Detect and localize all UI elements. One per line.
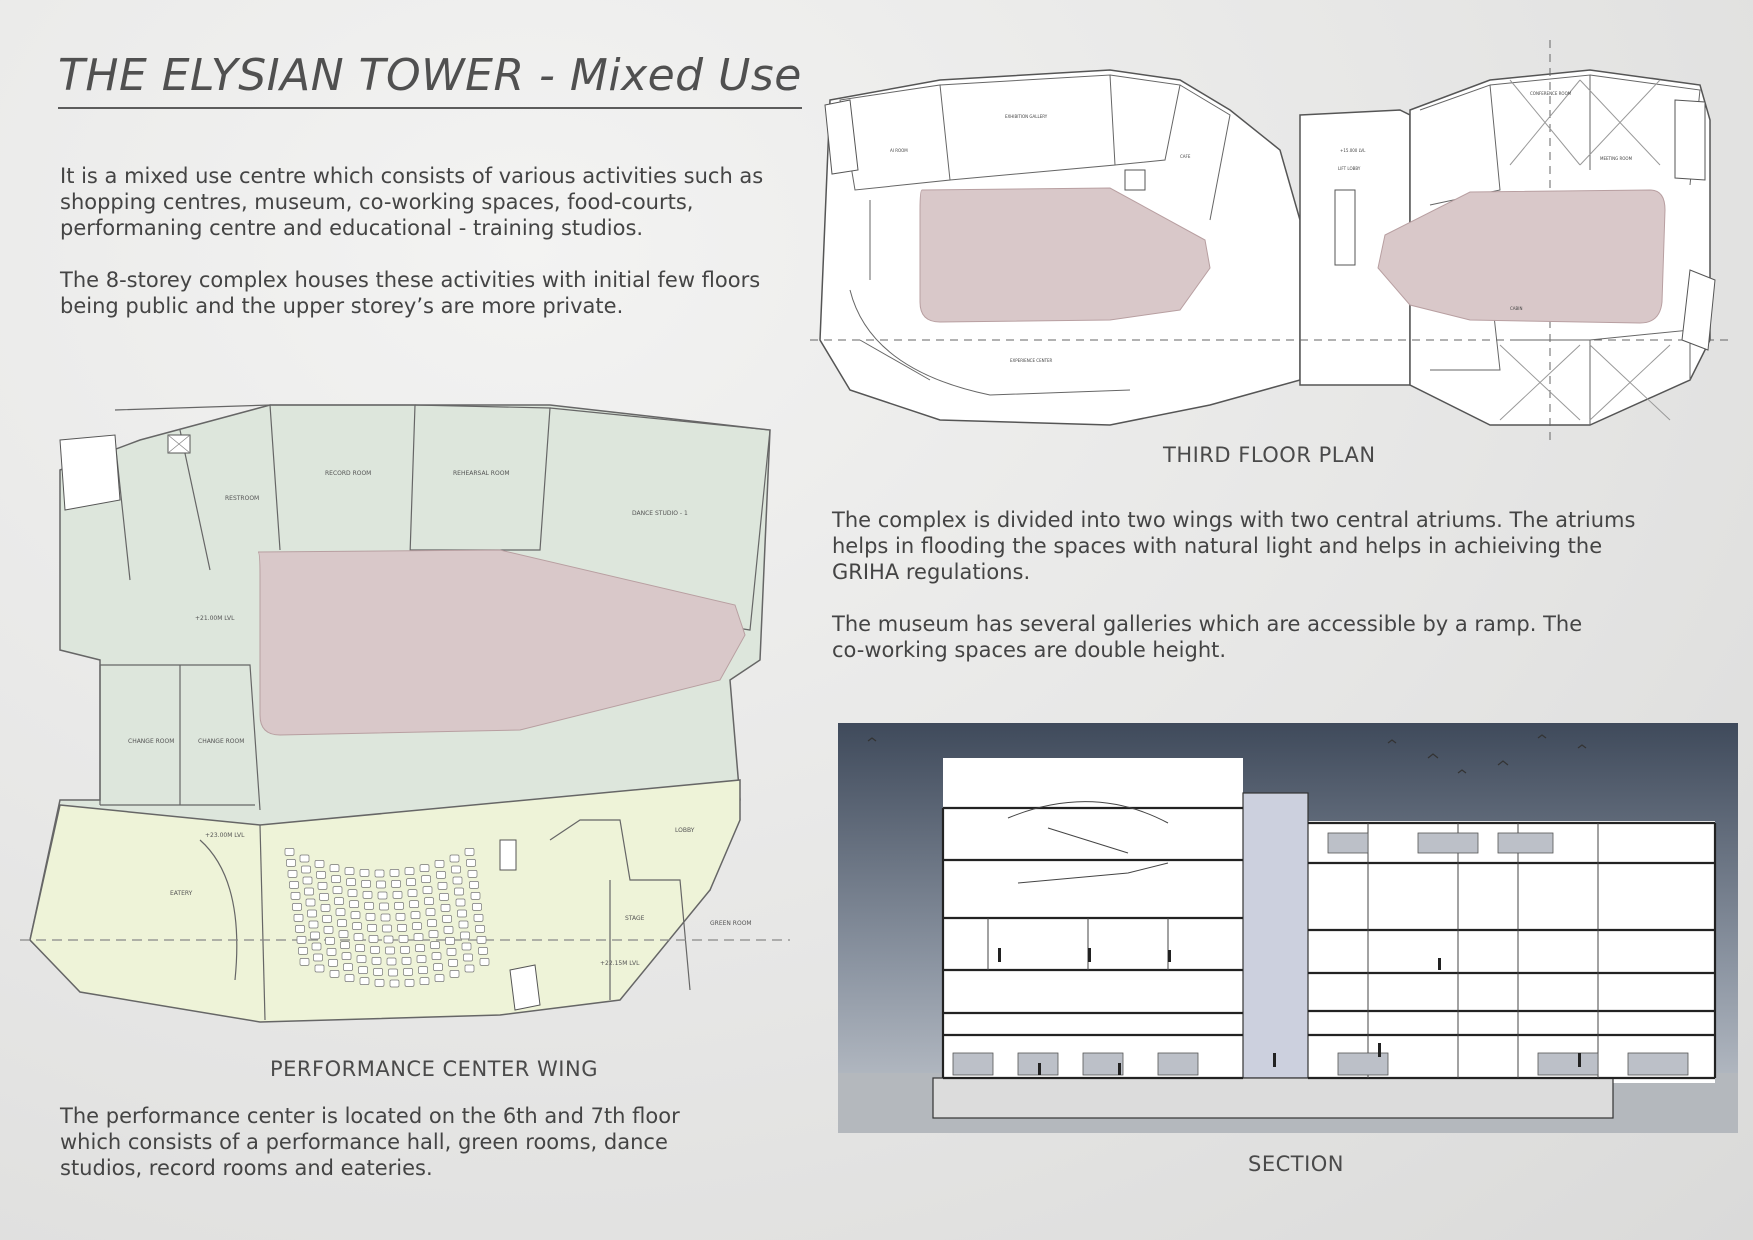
seat: [368, 924, 377, 931]
seat: [428, 920, 437, 927]
seat: [366, 913, 375, 920]
text-line: helps in flooding the spaces with natural light and helps in achieiving the: [832, 534, 1603, 558]
seat: [329, 959, 338, 966]
basement: [933, 1078, 1613, 1118]
seat: [387, 958, 396, 965]
text-line: co-working spaces are double height.: [832, 638, 1227, 662]
text-line: performaning centre and educational - training studios.: [60, 216, 644, 240]
level-label: +15.000 LVL: [1340, 148, 1366, 153]
seat: [330, 970, 339, 977]
seat: [437, 871, 446, 878]
page-title: THE ELYSIAN TOWER - Mixed Use: [58, 50, 802, 109]
seat: [440, 893, 449, 900]
wings-text: [832, 507, 1732, 663]
seat: [383, 925, 392, 932]
seat: [375, 870, 384, 877]
seat: [378, 892, 387, 899]
seat: [435, 860, 444, 867]
performance-caption: PERFORMANCE CENTER WING: [270, 1057, 598, 1081]
seat: [360, 978, 369, 985]
seat: [345, 868, 354, 875]
seat: [305, 888, 314, 895]
seat: [377, 881, 386, 888]
seat: [474, 914, 483, 921]
room-label: EXPERIENCE CENTER: [1010, 358, 1053, 363]
room-label: EXHIBITION GALLERY: [1005, 114, 1048, 119]
performance-text: [60, 1103, 780, 1181]
seat: [288, 870, 297, 877]
seat: [327, 948, 336, 955]
seat: [314, 954, 323, 961]
seat: [320, 893, 329, 900]
seat: [420, 865, 429, 872]
room-label: CHANGE ROOM: [198, 738, 245, 745]
seat: [369, 935, 378, 942]
seat: [384, 936, 393, 943]
seat: [423, 887, 432, 894]
seat: [444, 926, 453, 933]
performance-center-plan: [20, 400, 790, 1040]
seat: [416, 945, 425, 952]
room-label: LIFT LOBBY: [1338, 166, 1361, 171]
room-label: GREEN ROOM: [710, 920, 752, 927]
seat: [414, 934, 423, 941]
seat: [450, 970, 459, 977]
seat: [306, 899, 315, 906]
seat: [296, 925, 305, 932]
seat: [311, 932, 320, 939]
room-label: RESTROOM: [225, 495, 260, 502]
seat: [290, 881, 299, 888]
section-caption: SECTION: [1248, 1152, 1345, 1176]
seat: [339, 931, 348, 938]
seat: [468, 870, 477, 877]
seat: [291, 892, 300, 899]
room-label: CABIN: [1510, 306, 1523, 311]
room-label: STAGE: [625, 915, 645, 922]
seat: [405, 979, 414, 986]
performance-para: [60, 1103, 780, 1181]
third-floor-plan: [810, 40, 1730, 440]
seat: [354, 934, 363, 941]
seat: [332, 876, 341, 883]
seat: [380, 903, 389, 910]
seat: [452, 866, 461, 873]
seat: [476, 925, 485, 932]
seat: [347, 879, 356, 886]
seat: [408, 890, 417, 897]
seat: [464, 954, 473, 961]
text-line: The complex is divided into two wings with two central atriums. The atriums: [832, 508, 1636, 532]
seat: [395, 902, 404, 909]
seat: [425, 898, 434, 905]
seat: [443, 915, 452, 922]
seat: [402, 957, 411, 964]
seat: [426, 909, 435, 916]
seat: [360, 869, 369, 876]
seat: [461, 932, 470, 939]
seat: [330, 865, 339, 872]
room-label: CONFERENCE ROOM: [1530, 91, 1572, 96]
seat: [381, 914, 390, 921]
seat: [435, 975, 444, 982]
seat: [363, 891, 372, 898]
text-line: GRIHA regulations.: [832, 560, 1031, 584]
seat: [386, 947, 395, 954]
seat: [390, 980, 399, 987]
seat: [462, 943, 471, 950]
seat: [417, 956, 426, 963]
seat: [422, 876, 431, 883]
seat: [342, 953, 351, 960]
seat: [323, 915, 332, 922]
seat: [362, 880, 371, 887]
seat: [285, 848, 294, 855]
seat: [356, 945, 365, 952]
seat: [405, 868, 414, 875]
text-line: which consists of a performance hall, green rooms, dance: [60, 1130, 668, 1154]
seat: [401, 946, 410, 953]
building-right-block: [1243, 821, 1715, 1083]
seat: [333, 887, 342, 894]
seat: [392, 880, 401, 887]
text-line: The performance center is located on the 6th and 7th floor: [60, 1104, 680, 1128]
seat: [446, 937, 455, 944]
wings-para-1: [832, 507, 1732, 585]
seat: [315, 965, 324, 972]
seat: [438, 882, 447, 889]
seat: [470, 881, 479, 888]
seat: [351, 912, 360, 919]
seat: [308, 910, 317, 917]
text-line: being public and the upper storey’s are more private.: [60, 294, 624, 318]
text-line: The 8-storey complex houses these activities with initial few floors: [60, 268, 761, 292]
seat: [407, 879, 416, 886]
room-label: AI ROOM: [890, 148, 908, 153]
seat: [287, 859, 296, 866]
seat: [294, 914, 303, 921]
seat: [353, 923, 362, 930]
seat: [393, 891, 402, 898]
seat: [441, 904, 450, 911]
seat: [299, 947, 308, 954]
seat: [300, 855, 309, 862]
seat: [302, 866, 311, 873]
seat: [453, 877, 462, 884]
seat: [357, 956, 366, 963]
seat: [341, 942, 350, 949]
seat: [432, 953, 441, 960]
room-label: CAFE: [1180, 154, 1191, 159]
seat: [467, 859, 476, 866]
seat: [326, 937, 335, 944]
seat: [300, 958, 309, 965]
room-label: RECORD ROOM: [325, 470, 372, 477]
wings-para-2: [832, 611, 1732, 663]
seat: [338, 920, 347, 927]
level-label: +22.15M LVL: [600, 960, 640, 967]
seat: [321, 904, 330, 911]
seat: [374, 968, 383, 975]
room-label: REHEARSAL ROOM: [453, 470, 510, 477]
seat: [431, 942, 440, 949]
level-label: +23.00M LVL: [205, 832, 245, 839]
seat: [419, 967, 428, 974]
intro-para-2: [60, 267, 800, 319]
text-line: shopping centres, museum, co-working spaces, food-courts,: [60, 190, 694, 214]
seat: [471, 892, 480, 899]
seat: [455, 888, 464, 895]
seat: [456, 899, 465, 906]
seat: [450, 855, 459, 862]
seat: [429, 931, 438, 938]
seat: [293, 903, 302, 910]
building-section: [838, 723, 1738, 1133]
intro-text: [60, 163, 800, 319]
seat: [473, 903, 482, 910]
text-line: studios, record rooms and eateries.: [60, 1156, 433, 1180]
seat: [465, 965, 474, 972]
text-line: It is a mixed use centre which consists of various activities such as: [60, 164, 764, 188]
seat: [480, 958, 489, 965]
seat: [297, 936, 306, 943]
text-line: The museum has several galleries which are accessible by a ramp. The: [832, 612, 1583, 636]
seat: [413, 923, 422, 930]
level-label: +21.00M LVL: [195, 615, 235, 622]
intro-para-1: [60, 163, 800, 241]
seat: [399, 935, 408, 942]
seat: [411, 912, 420, 919]
seat: [371, 946, 380, 953]
room-label: LOBBY: [675, 827, 695, 834]
seat: [315, 860, 324, 867]
seat: [372, 957, 381, 964]
seat: [389, 969, 398, 976]
seat: [458, 910, 467, 917]
seat: [344, 964, 353, 971]
seat: [336, 909, 345, 916]
seat: [404, 968, 413, 975]
seat: [465, 848, 474, 855]
lift-core: [1243, 793, 1308, 1078]
seat: [335, 898, 344, 905]
third-floor-caption: THIRD FLOOR PLAN: [1163, 443, 1376, 467]
seat: [390, 869, 399, 876]
seat: [345, 975, 354, 982]
seat: [365, 902, 374, 909]
seat: [350, 901, 359, 908]
seat: [398, 924, 407, 931]
room-label: EATERY: [170, 890, 193, 897]
seat: [420, 978, 429, 985]
seat: [447, 948, 456, 955]
seat: [410, 901, 419, 908]
room-label: MEETING ROOM: [1600, 156, 1633, 161]
seat: [375, 979, 384, 986]
seat: [479, 947, 488, 954]
seat: [359, 967, 368, 974]
seat: [317, 871, 326, 878]
room-label: CHANGE ROOM: [128, 738, 175, 745]
seat: [324, 926, 333, 933]
yellow-zone: [30, 780, 740, 1022]
seat: [459, 921, 468, 928]
seat: [318, 882, 327, 889]
room-label: DANCE STUDIO - 1: [632, 510, 688, 517]
seat: [449, 959, 458, 966]
seat: [396, 913, 405, 920]
seat: [348, 890, 357, 897]
seat: [303, 877, 312, 884]
seat: [309, 921, 318, 928]
seat: [434, 964, 443, 971]
seat: [477, 936, 486, 943]
seat: [312, 943, 321, 950]
